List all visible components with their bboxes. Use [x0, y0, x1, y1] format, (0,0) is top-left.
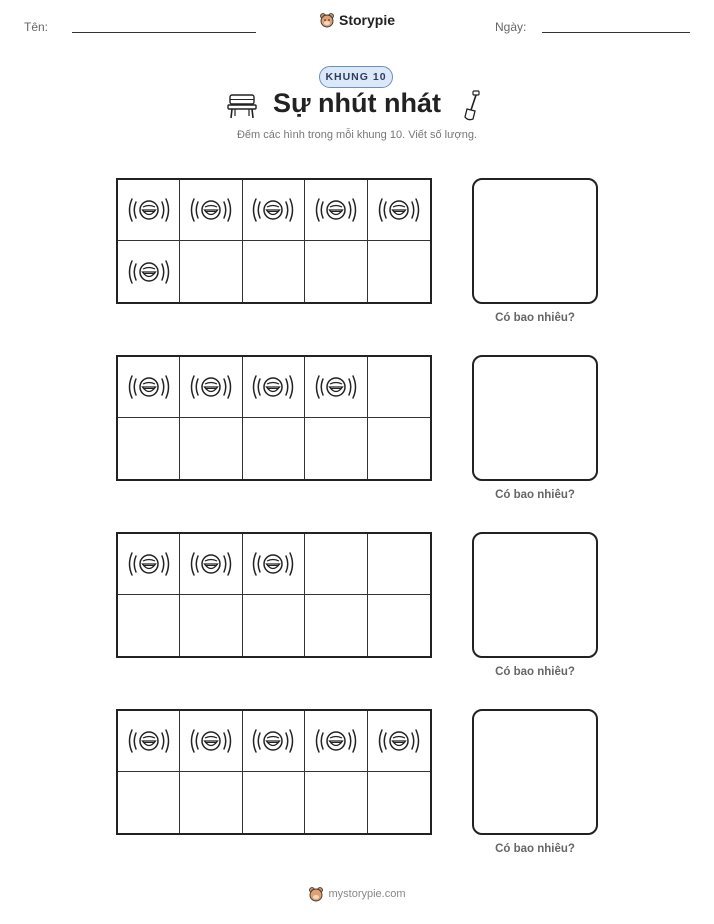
filled-cell: [180, 180, 242, 241]
filled-cell: [305, 711, 367, 772]
name-line[interactable]: [72, 32, 256, 33]
date-label: Ngày:: [495, 20, 527, 34]
bench-icon: [226, 92, 258, 120]
answer-box[interactable]: [472, 355, 598, 481]
sound-wave-face-icon: [250, 724, 296, 758]
filled-cell: [118, 711, 180, 772]
empty-cell: [243, 418, 305, 479]
filled-cell: [118, 534, 180, 595]
answer-box[interactable]: [472, 532, 598, 658]
footer: [0, 886, 714, 902]
empty-cell: [118, 418, 180, 479]
filled-cell: [180, 357, 242, 418]
bear-mascot-icon: [308, 886, 324, 902]
empty-cell: [243, 595, 305, 656]
filled-cell: [118, 180, 180, 241]
filled-cell: [243, 534, 305, 595]
ten-frame: [116, 355, 432, 481]
empty-cell: [305, 772, 367, 833]
filled-cell: [180, 534, 242, 595]
bear-mascot-icon: [319, 12, 335, 28]
brand-name: Storypie: [338, 12, 395, 28]
question-label: Có bao nhiêu?: [495, 843, 575, 855]
sound-wave-face-icon: [126, 370, 172, 404]
empty-cell: [180, 772, 242, 833]
instructions: Đếm các hình trong mỗi khung 10. Viết số lượng.: [236, 129, 477, 141]
empty-cell: [368, 534, 430, 595]
empty-cell: [368, 418, 430, 479]
sound-wave-face-icon: [250, 193, 296, 227]
sound-wave-face-icon: [376, 724, 422, 758]
empty-cell: [305, 418, 367, 479]
ten-frame: [116, 532, 432, 658]
sound-wave-face-icon: [188, 547, 234, 581]
sound-wave-face-icon: [313, 370, 359, 404]
empty-cell: [180, 595, 242, 656]
filled-cell: [180, 711, 242, 772]
ten-frame: [116, 709, 432, 835]
answer-box[interactable]: [472, 709, 598, 835]
filled-cell: [243, 357, 305, 418]
question-label: Có bao nhiêu?: [495, 666, 575, 678]
sound-wave-face-icon: [188, 370, 234, 404]
empty-cell: [118, 772, 180, 833]
brand-logo: [0, 12, 714, 28]
filled-cell: [118, 241, 180, 302]
filled-cell: [243, 180, 305, 241]
filled-cell: [305, 180, 367, 241]
sound-wave-face-icon: [126, 547, 172, 581]
sound-wave-face-icon: [313, 193, 359, 227]
shovel-icon: [462, 90, 482, 122]
sound-wave-face-icon: [250, 370, 296, 404]
sound-wave-face-icon: [188, 724, 234, 758]
frame-badge: KHUNG 10: [319, 66, 393, 88]
empty-cell: [118, 595, 180, 656]
empty-cell: [368, 772, 430, 833]
sound-wave-face-icon: [250, 547, 296, 581]
question-label: Có bao nhiêu?: [495, 489, 575, 501]
filled-cell: [368, 180, 430, 241]
empty-cell: [305, 595, 367, 656]
answer-box[interactable]: [472, 178, 598, 304]
filled-cell: [243, 711, 305, 772]
name-label: Tên:: [24, 20, 49, 34]
empty-cell: [180, 241, 242, 302]
empty-cell: [243, 241, 305, 302]
filled-cell: [305, 357, 367, 418]
empty-cell: [368, 241, 430, 302]
filled-cell: [118, 357, 180, 418]
empty-cell: [243, 772, 305, 833]
empty-cell: [180, 418, 242, 479]
empty-cell: [368, 357, 430, 418]
sound-wave-face-icon: [126, 255, 172, 289]
empty-cell: [305, 241, 367, 302]
question-label: Có bao nhiêu?: [495, 312, 575, 324]
sound-wave-face-icon: [376, 193, 422, 227]
sound-wave-face-icon: [126, 193, 172, 227]
empty-cell: [368, 595, 430, 656]
filled-cell: [368, 711, 430, 772]
sound-wave-face-icon: [313, 724, 359, 758]
empty-cell: [305, 534, 367, 595]
sound-wave-face-icon: [188, 193, 234, 227]
footer-url: mystorypie.com: [328, 888, 406, 900]
sound-wave-face-icon: [126, 724, 172, 758]
page-title: Sự nhút nhát: [272, 88, 442, 118]
ten-frame: [116, 178, 432, 304]
date-line[interactable]: [542, 32, 690, 33]
